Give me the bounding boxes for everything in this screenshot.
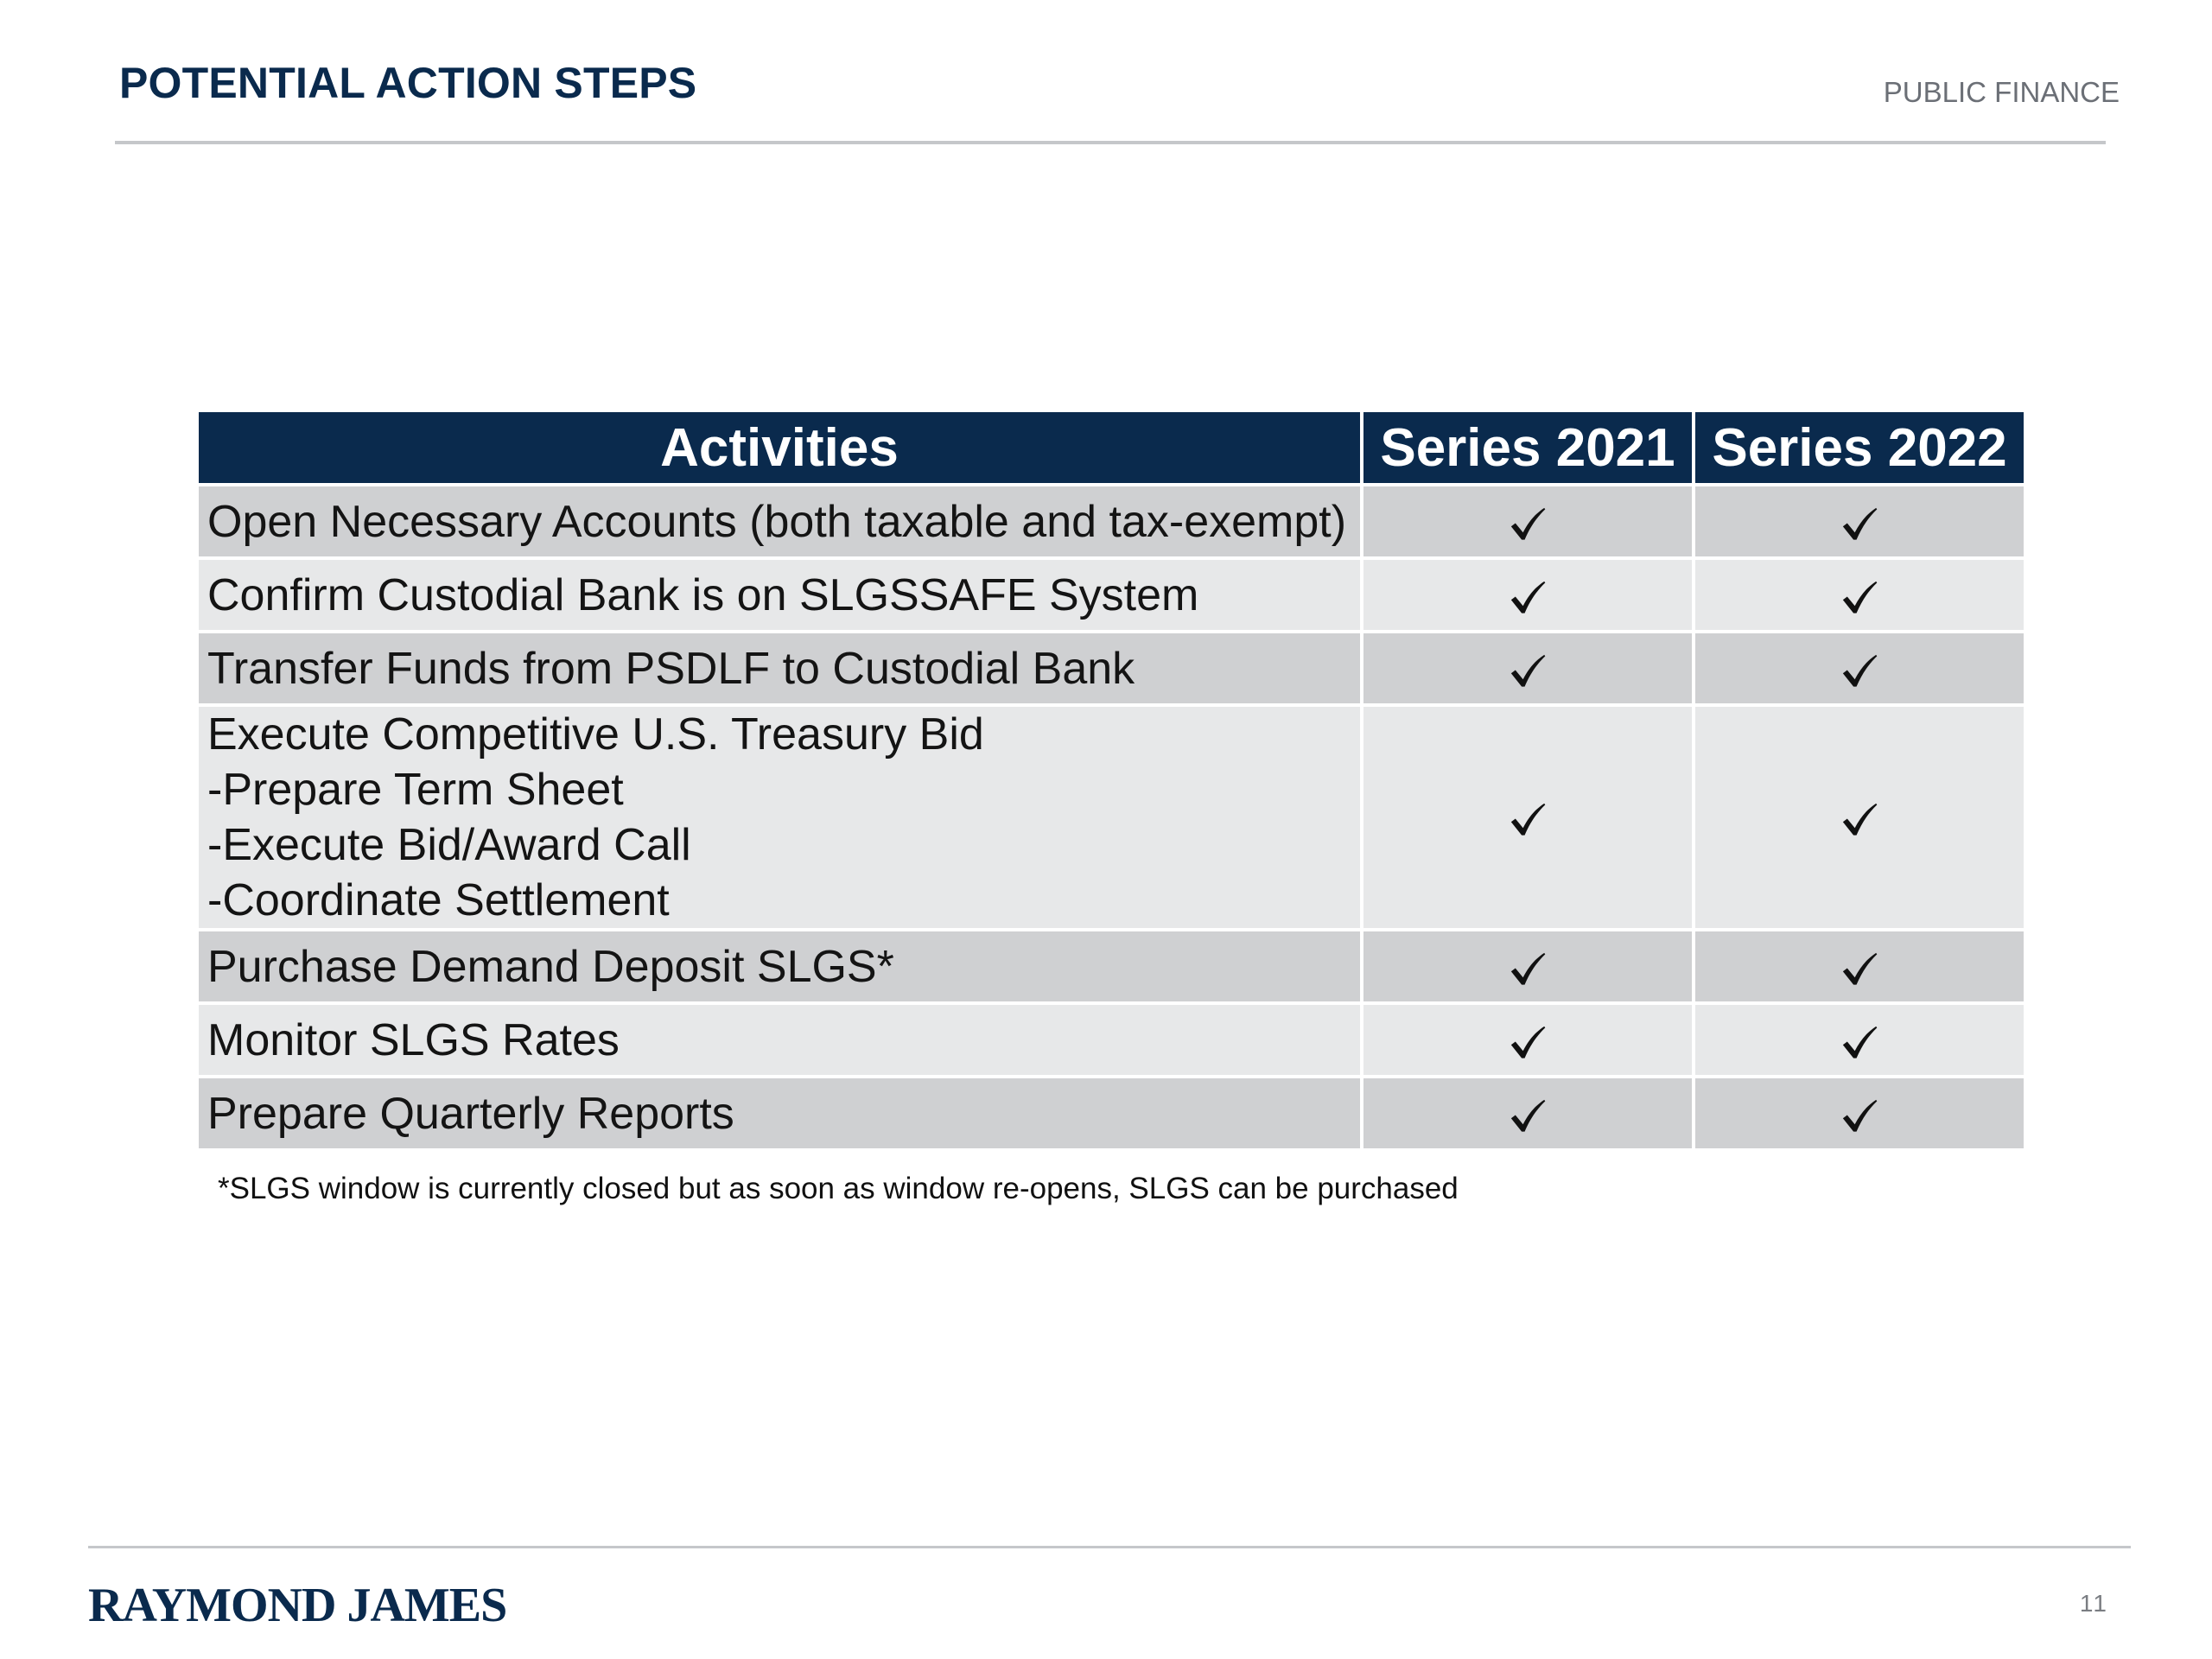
header-divider (115, 141, 2106, 144)
activity-cell (199, 1005, 1360, 1075)
checkmark-icon (1840, 578, 1879, 618)
series-2021-cell (1363, 707, 1692, 928)
activity-cell (199, 633, 1360, 703)
series-2021-cell (1363, 560, 1692, 630)
activity-cell (199, 1078, 1360, 1148)
table-row (199, 707, 2024, 928)
series-2022-cell (1695, 486, 2024, 556)
activity-text: Purchase Demand Deposit SLGS* (207, 941, 894, 992)
activity-cell (199, 486, 1360, 556)
column-header-series-2021: Series 2021 (1363, 412, 1692, 483)
activity-text: Confirm Custodial Bank is on SLGSSAFE System (207, 569, 1199, 620)
table-row (199, 486, 2024, 556)
table-row (199, 931, 2024, 1001)
series-2021-cell (1363, 1078, 1692, 1148)
activity-text: Monitor SLGS Rates (207, 1014, 620, 1065)
checkmark-icon (1840, 800, 1879, 840)
column-header-activities: Activities (199, 412, 1360, 483)
table-row (199, 560, 2024, 630)
page-title: POTENTIAL ACTION STEPS (119, 59, 697, 107)
activity-text: -Prepare Term Sheet (207, 765, 624, 815)
checkmark-icon (1840, 505, 1879, 544)
table-body (199, 486, 2024, 1148)
activity-text: Open Necessary Accounts (both taxable and tax-exempt) (207, 496, 1347, 547)
footnote: *SLGS window is currently closed but as soon as window re-opens, SLGS can be purchased (218, 1172, 1459, 1205)
table-row (199, 633, 2024, 703)
activities-table (195, 409, 2027, 1152)
checkmark-icon (1508, 652, 1548, 691)
column-header-series-2022: Series 2022 (1695, 412, 2024, 483)
table-header-row (199, 412, 2024, 483)
checkmark-icon (1508, 1096, 1548, 1136)
activity-cell (199, 707, 1360, 928)
footer-divider (88, 1546, 2131, 1548)
activity-cell (199, 560, 1360, 630)
checkmark-icon (1508, 800, 1548, 840)
activity-text: Transfer Funds from PSDLF to Custodial Bank (207, 643, 1135, 694)
activity-text: -Coordinate Settlement (207, 875, 670, 925)
series-2022-cell (1695, 560, 2024, 630)
series-2021-cell (1363, 931, 1692, 1001)
page-number: 11 (2079, 1590, 2108, 1617)
checkmark-icon (1840, 1096, 1879, 1136)
section-label: PUBLIC FINANCE (1883, 76, 2120, 108)
checkmark-icon (1840, 950, 1879, 989)
checkmark-icon (1508, 505, 1548, 544)
series-2022-cell (1695, 633, 2024, 703)
table-row (199, 1078, 2024, 1148)
checkmark-icon (1840, 1023, 1879, 1063)
checkmark-icon (1508, 578, 1548, 618)
series-2021-cell (1363, 1005, 1692, 1075)
activity-cell (199, 931, 1360, 1001)
activity-text: Execute Competitive U.S. Treasury Bid (207, 709, 984, 760)
table-row (199, 1005, 2024, 1075)
series-2021-cell (1363, 486, 1692, 556)
series-2022-cell (1695, 931, 2024, 1001)
activity-text: -Execute Bid/Award Call (207, 820, 691, 870)
checkmark-icon (1508, 1023, 1548, 1063)
series-2022-cell (1695, 1005, 2024, 1075)
checkmark-icon (1508, 950, 1548, 989)
series-2021-cell (1363, 633, 1692, 703)
series-2022-cell (1695, 707, 2024, 928)
checkmark-icon (1840, 652, 1879, 691)
activity-text: Prepare Quarterly Reports (207, 1088, 734, 1139)
raymond-james-logo: RAYMOND JAMES (88, 1579, 507, 1632)
series-2022-cell (1695, 1078, 2024, 1148)
